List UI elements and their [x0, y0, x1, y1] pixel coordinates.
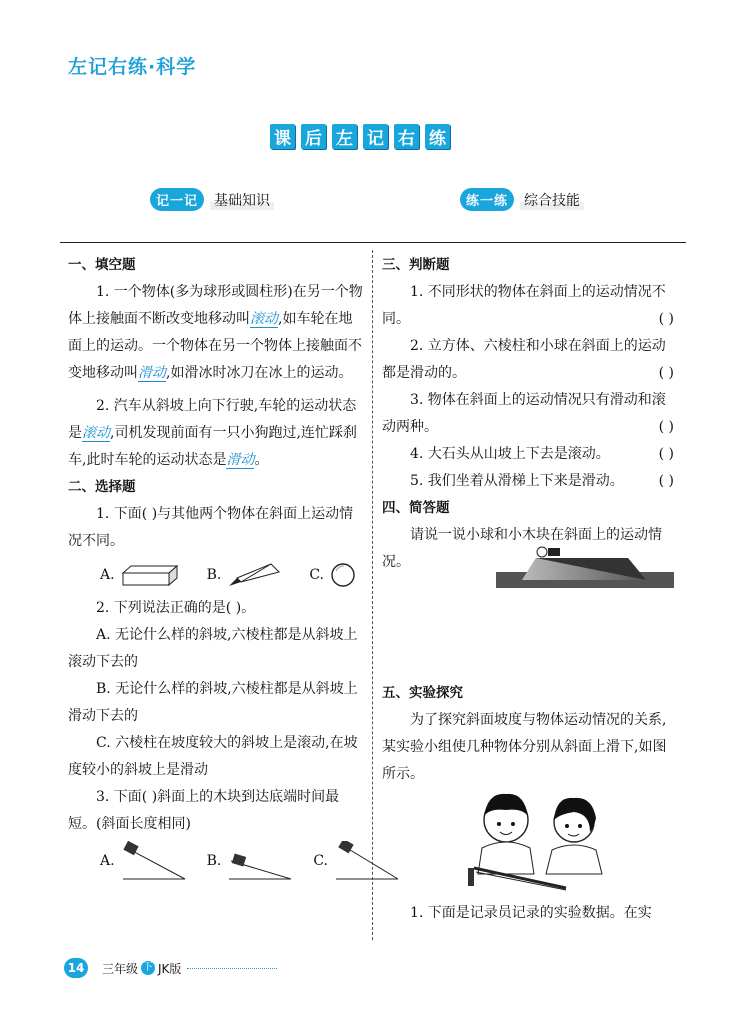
- judge-text: 4. 大石头从山坡上下去是滚动。: [410, 446, 610, 462]
- option-label: A.: [100, 852, 115, 869]
- slope-small-icon: [121, 841, 187, 881]
- page-footer: [64, 958, 277, 978]
- slope-ball-block-illustration: [496, 542, 674, 590]
- answer-rolling-2: 滚动: [82, 425, 110, 441]
- answer-rolling: 滚动: [250, 311, 278, 327]
- grade-label: 三年级: [102, 961, 139, 976]
- ball-icon: [330, 562, 356, 588]
- judge-text: 5. 我们坐着从滑梯上下来是滑动。: [410, 473, 624, 489]
- choice-question-3: 3. 下面( )斜面上的木块到达底端时间最短。(斜面长度相同): [68, 789, 340, 832]
- answer-sliding-2: 滑动: [226, 452, 255, 468]
- term-badge: 下: [143, 962, 154, 973]
- section-pill-left: 记一记: [150, 188, 204, 211]
- judge-item-2: [382, 333, 674, 387]
- top-divider: [60, 242, 686, 243]
- section-basic-knowledge: [150, 188, 274, 211]
- choice-heading: 二、选择题: [68, 479, 136, 495]
- experiment-heading: 五、实验探究: [382, 685, 463, 701]
- short-answer-heading: 四、简答题: [382, 500, 450, 516]
- answer-paren: ( ): [658, 473, 674, 489]
- page-title: [270, 124, 450, 149]
- option-a-slope: [100, 841, 187, 881]
- q2-text-a: 2. 汽车从斜坡上向下行驶,车轮的运动状态是: [68, 398, 357, 441]
- column-divider: [372, 250, 373, 940]
- option-label: B.: [206, 852, 222, 869]
- judge-item-5: [382, 468, 674, 495]
- section-pill-right: 练一练: [460, 188, 514, 211]
- experiment-description: 为了探究斜面坡度与物体运动情况的关系,某实验小组使几种物体分别从斜面上滑下,如图所示。: [382, 712, 667, 782]
- slope-gentle-icon: [227, 841, 293, 881]
- choice-question-1: 1. 下面( )与其他两个物体在斜面上运动情况不同。: [68, 506, 354, 549]
- q2-text-c: 。: [254, 452, 269, 468]
- choice-2-option-a: A. 无论什么样的斜坡,六棱柱都是从斜坡上滚动下去的: [68, 627, 358, 670]
- option-c-slope: [313, 841, 400, 881]
- judge-text: 1. 不同形状的物体在斜面上的运动情况不同。: [382, 284, 666, 327]
- block-icon: [121, 563, 179, 587]
- answer-paren: ( ): [658, 419, 674, 435]
- q2-text-b: ,司机发现前面有一只小狗跑过,连忙踩刹车,此时车轮的运动状态是: [68, 425, 357, 468]
- page-number: 14: [64, 958, 88, 978]
- option-label: B.: [206, 566, 222, 583]
- judge-item-3: [382, 387, 674, 441]
- title-char: 后: [301, 124, 326, 149]
- choice-question-2: 2. 下列说法正确的是( )。: [96, 600, 256, 616]
- choice-2-option-b: B. 无论什么样的斜坡,六棱柱都是从斜坡上滑动下去的: [68, 681, 358, 724]
- children-experiment-illustration: [462, 788, 632, 892]
- section-label-left: 基础知识: [210, 190, 274, 210]
- title-char: 右: [394, 124, 419, 149]
- experiment-question: [382, 900, 682, 927]
- option-b-slope: [207, 841, 294, 881]
- pencil-icon: [227, 562, 281, 588]
- choice-1-options: [100, 555, 364, 595]
- brand-series: 左记右练: [68, 56, 149, 78]
- title-char: 练: [425, 124, 450, 149]
- footer-dotted-line: [187, 968, 277, 969]
- option-label: C.: [313, 852, 328, 869]
- title-char: 记: [363, 124, 388, 149]
- choice-2-option-c: C. 六棱柱在坡度较大的斜坡上是滚动,在坡度较小的斜坡上是滑动: [68, 735, 358, 778]
- fill-question-1: [68, 279, 364, 387]
- judge-heading: 三、判断题: [382, 257, 450, 273]
- q1-text-b: ,如车轮在地面上的运动。一个物体在另一个物体上接触面不变地移动叫: [68, 311, 362, 381]
- brand-title: [68, 52, 196, 79]
- title-char: 课: [270, 124, 295, 149]
- q1-text-c: ,如滑冰时冰刀在冰上的运动。: [166, 365, 353, 381]
- experiment-question-1: 1. 下面是记录员记录的实验数据。在实: [410, 905, 652, 921]
- answer-paren: ( ): [658, 365, 674, 381]
- judge-item-4: [382, 441, 674, 468]
- answer-sliding: 滑动: [138, 365, 166, 381]
- short-answer-question: 请说一说小球和小木块在斜面上的运动情况。: [382, 527, 662, 570]
- option-b-pencil: [207, 562, 282, 589]
- option-a-block: [100, 562, 179, 589]
- judge-text: 2. 立方体、六棱柱和小球在斜面上的运动都是滑动的。: [382, 338, 666, 381]
- section-label-right: 综合技能: [520, 190, 584, 210]
- title-char: 左: [332, 124, 357, 149]
- experiment-section: [382, 680, 674, 788]
- fill-question-2: [68, 393, 364, 474]
- judge-item-1: [382, 279, 674, 333]
- right-column: [382, 252, 674, 576]
- q1-text-a: 1. 一个物体(多为球形或圆柱形)在另一个物体上接触面不断改变地移动叫: [68, 284, 363, 327]
- judge-text: 3. 物体在斜面上的运动情况只有滑动和滚动两种。: [382, 392, 666, 435]
- option-label: C.: [309, 566, 324, 583]
- brand-subject: 科学: [156, 56, 197, 78]
- brand-separator: ·: [148, 56, 157, 78]
- slope-steep-icon: [334, 841, 400, 881]
- answer-paren: ( ): [658, 446, 674, 462]
- option-c-ball: [309, 562, 356, 589]
- choice-3-options: [100, 838, 364, 884]
- section-comprehensive-skills: [460, 188, 584, 211]
- option-label: A.: [100, 566, 115, 583]
- fill-blank-heading: 一、填空题: [68, 257, 136, 273]
- answer-paren: ( ): [658, 311, 674, 327]
- left-column: [68, 252, 364, 884]
- edition-label: JK版: [158, 961, 182, 976]
